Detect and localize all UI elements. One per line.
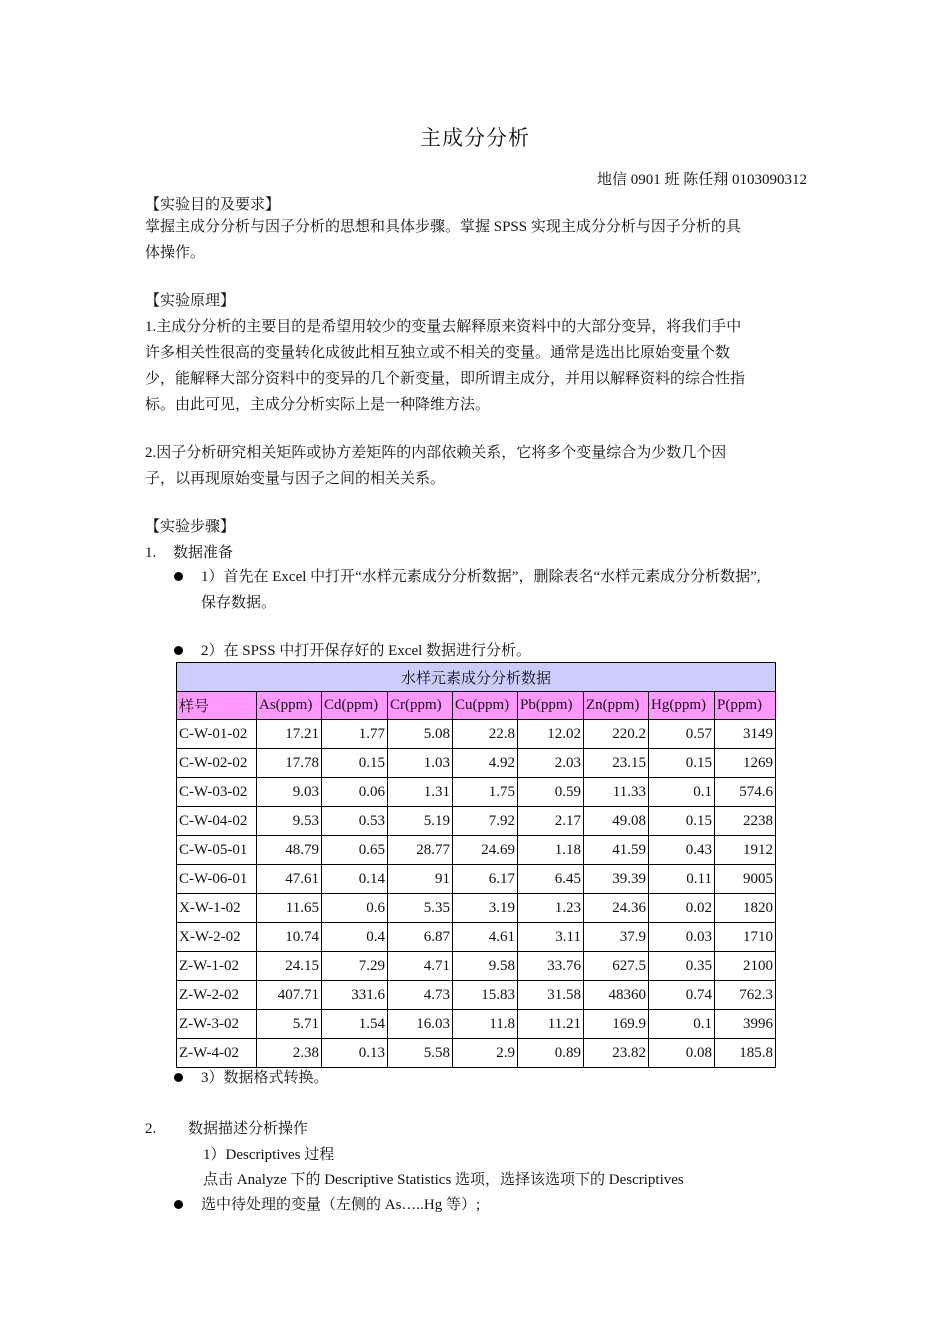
value-cell: 0.43 xyxy=(649,836,715,865)
value-cell: 48.79 xyxy=(257,836,322,865)
purpose-line: 体操作。 xyxy=(145,245,206,261)
value-cell: 220.2 xyxy=(584,720,649,749)
step1-number: 1. xyxy=(145,545,157,561)
value-cell: 1.31 xyxy=(388,778,453,807)
value-cell: 15.83 xyxy=(453,981,518,1010)
value-cell: 24.36 xyxy=(584,894,649,923)
sample-id-cell: Z-W-2-02 xyxy=(177,981,257,1010)
value-cell: 41.59 xyxy=(584,836,649,865)
value-cell: 0.14 xyxy=(322,865,388,894)
value-cell: 0.57 xyxy=(649,720,715,749)
value-cell: 47.61 xyxy=(257,865,322,894)
step1-bullet1-line1: 1）首先在 Excel 中打开“水样元素成分分析数据”，删除表名“水样元素成分分析数据”, xyxy=(201,569,761,585)
column-header: Cu(ppm) xyxy=(453,692,518,720)
value-cell: 5.71 xyxy=(257,1010,322,1039)
value-cell: 23.15 xyxy=(584,749,649,778)
principle1-line: 1.主成分分析的主要目的是希望用较少的变量去解释原来资料中的大部分变异，将我们手中 xyxy=(145,319,742,335)
value-cell: 4.61 xyxy=(453,923,518,952)
value-cell: 31.58 xyxy=(518,981,584,1010)
value-cell: 2.9 xyxy=(453,1039,518,1068)
author-line: 地信 0901 班 陈任翔 0103090312 xyxy=(596,172,807,188)
steps-heading: 【实验步骤】 xyxy=(145,519,236,535)
value-cell: 1710 xyxy=(715,923,776,952)
page-title: 主成分分析 xyxy=(420,126,530,150)
value-cell: 48360 xyxy=(584,981,649,1010)
table-row xyxy=(177,778,776,807)
value-cell: 1.03 xyxy=(388,749,453,778)
value-cell: 5.58 xyxy=(388,1039,453,1068)
value-cell: 0.35 xyxy=(649,952,715,981)
value-cell: 9.58 xyxy=(453,952,518,981)
value-cell: 16.03 xyxy=(388,1010,453,1039)
value-cell: 0.15 xyxy=(649,749,715,778)
value-cell: 33.76 xyxy=(518,952,584,981)
step1-title: 数据准备 xyxy=(173,545,234,561)
value-cell: 1.18 xyxy=(518,836,584,865)
value-cell: 1820 xyxy=(715,894,776,923)
column-header: Pb(ppm) xyxy=(518,692,584,720)
value-cell: 3.11 xyxy=(518,923,584,952)
step1-bullet2: 2）在 SPSS 中打开保存好的 Excel 数据进行分析。 xyxy=(201,643,532,659)
sample-id-cell: C-W-05-01 xyxy=(177,836,257,865)
table-row xyxy=(177,1039,776,1068)
value-cell: 0.1 xyxy=(649,778,715,807)
table-row xyxy=(177,894,776,923)
purpose-line: 掌握主成分分析与因子分析的思想和具体步骤。掌握 SPSS 实现主成分分析与因子分析的具 xyxy=(145,219,741,235)
value-cell: 2.38 xyxy=(257,1039,322,1068)
sample-id-cell: X-W-2-02 xyxy=(177,923,257,952)
principle2-line: 子，以再现原始变量与因子之间的相关关系。 xyxy=(145,471,446,487)
table-row xyxy=(177,807,776,836)
value-cell: 0.06 xyxy=(322,778,388,807)
value-cell: 1.23 xyxy=(518,894,584,923)
value-cell: 1912 xyxy=(715,836,776,865)
value-cell: 5.08 xyxy=(388,720,453,749)
principle2-line: 2.因子分析研究相关矩阵或协方差矩阵的内部依赖关系，它将多个变量综合为少数几个因 xyxy=(145,445,727,461)
value-cell: 24.15 xyxy=(257,952,322,981)
step2-subheading: 1）Descriptives 过程 xyxy=(203,1147,335,1163)
value-cell: 0.59 xyxy=(518,778,584,807)
value-cell: 0.03 xyxy=(649,923,715,952)
sample-id-cell: C-W-02-02 xyxy=(177,749,257,778)
column-header: Hg(ppm) xyxy=(649,692,715,720)
principle-heading: 【实验原理】 xyxy=(145,293,236,309)
value-cell: 10.74 xyxy=(257,923,322,952)
column-header: As(ppm) xyxy=(257,692,322,720)
value-cell: 37.9 xyxy=(584,923,649,952)
data-table xyxy=(176,662,776,1068)
value-cell: 1.77 xyxy=(322,720,388,749)
value-cell: 0.11 xyxy=(649,865,715,894)
value-cell: 1269 xyxy=(715,749,776,778)
value-cell: 22.8 xyxy=(453,720,518,749)
value-cell: 0.02 xyxy=(649,894,715,923)
table-row xyxy=(177,865,776,894)
value-cell: 4.73 xyxy=(388,981,453,1010)
value-cell: 49.08 xyxy=(584,807,649,836)
value-cell: 1.54 xyxy=(322,1010,388,1039)
value-cell: 574.6 xyxy=(715,778,776,807)
step2-number: 2. xyxy=(145,1121,157,1137)
value-cell: 0.74 xyxy=(649,981,715,1010)
value-cell: 17.21 xyxy=(257,720,322,749)
table-row xyxy=(177,923,776,952)
value-cell: 3149 xyxy=(715,720,776,749)
value-cell: 5.19 xyxy=(388,807,453,836)
value-cell: 407.71 xyxy=(257,981,322,1010)
table-header-row xyxy=(177,692,776,720)
principle1-line: 标。由此可见，主成分分析实际上是一种降维方法。 xyxy=(145,397,491,413)
value-cell: 3996 xyxy=(715,1010,776,1039)
principle1-line: 许多相关性很高的变量转化成彼此相互独立或不相关的变量。通常是选出比原始变量个数 xyxy=(145,345,731,361)
value-cell: 1.75 xyxy=(453,778,518,807)
value-cell: 6.17 xyxy=(453,865,518,894)
column-header: Cr(ppm) xyxy=(388,692,453,720)
column-header: Cd(ppm) xyxy=(322,692,388,720)
sample-id-cell: C-W-01-02 xyxy=(177,720,257,749)
value-cell: 762.3 xyxy=(715,981,776,1010)
sample-id-cell: Z-W-1-02 xyxy=(177,952,257,981)
sample-id-cell: Z-W-4-02 xyxy=(177,1039,257,1068)
value-cell: 7.29 xyxy=(322,952,388,981)
column-header: 样号 xyxy=(177,692,257,720)
table-row xyxy=(177,952,776,981)
sample-id-cell: C-W-06-01 xyxy=(177,865,257,894)
value-cell: 12.02 xyxy=(518,720,584,749)
value-cell: 11.33 xyxy=(584,778,649,807)
table-row xyxy=(177,1010,776,1039)
value-cell: 39.39 xyxy=(584,865,649,894)
value-cell: 0.13 xyxy=(322,1039,388,1068)
value-cell: 4.71 xyxy=(388,952,453,981)
bullet-icon xyxy=(174,1200,183,1209)
table-row xyxy=(177,981,776,1010)
value-cell: 0.1 xyxy=(649,1010,715,1039)
value-cell: 7.92 xyxy=(453,807,518,836)
step1-bullet1-line2: 保存数据。 xyxy=(201,595,277,611)
value-cell: 91 xyxy=(388,865,453,894)
value-cell: 0.4 xyxy=(322,923,388,952)
value-cell: 0.15 xyxy=(649,807,715,836)
value-cell: 9.53 xyxy=(257,807,322,836)
step2-text: 点击 Analyze 下的 Descriptive Statistics 选项，选择该选项下的 Descriptives xyxy=(203,1172,684,1188)
value-cell: 2100 xyxy=(715,952,776,981)
value-cell: 4.92 xyxy=(453,749,518,778)
step2-bullet: 选中待处理的变量（左侧的 As…..Hg 等）; xyxy=(201,1197,481,1213)
value-cell: 23.82 xyxy=(584,1039,649,1068)
value-cell: 3.19 xyxy=(453,894,518,923)
sample-id-cell: Z-W-3-02 xyxy=(177,1010,257,1039)
value-cell: 0.65 xyxy=(322,836,388,865)
step2-title: 数据描述分析操作 xyxy=(188,1121,309,1137)
sample-id-cell: C-W-03-02 xyxy=(177,778,257,807)
bullet-icon xyxy=(174,572,183,581)
bullet-icon xyxy=(174,646,183,655)
value-cell: 2.17 xyxy=(518,807,584,836)
column-header: Zn(ppm) xyxy=(584,692,649,720)
sample-id-cell: C-W-04-02 xyxy=(177,807,257,836)
value-cell: 17.78 xyxy=(257,749,322,778)
purpose-heading: 【实验目的及要求】 xyxy=(145,197,281,213)
value-cell: 6.87 xyxy=(388,923,453,952)
value-cell: 0.15 xyxy=(322,749,388,778)
value-cell: 331.6 xyxy=(322,981,388,1010)
value-cell: 28.77 xyxy=(388,836,453,865)
value-cell: 627.5 xyxy=(584,952,649,981)
value-cell: 11.65 xyxy=(257,894,322,923)
value-cell: 5.35 xyxy=(388,894,453,923)
value-cell: 2238 xyxy=(715,807,776,836)
sample-id-cell: X-W-1-02 xyxy=(177,894,257,923)
table-row xyxy=(177,720,776,749)
table-caption: 水样元素成分分析数据 xyxy=(177,663,776,692)
value-cell: 24.69 xyxy=(453,836,518,865)
value-cell: 185.8 xyxy=(715,1039,776,1068)
value-cell: 0.53 xyxy=(322,807,388,836)
column-header: P(ppm) xyxy=(715,692,776,720)
bullet-icon xyxy=(174,1073,183,1082)
value-cell: 2.03 xyxy=(518,749,584,778)
value-cell: 0.89 xyxy=(518,1039,584,1068)
table-row xyxy=(177,836,776,865)
step1-bullet3: 3）数据格式转换。 xyxy=(201,1070,329,1086)
value-cell: 0.08 xyxy=(649,1039,715,1068)
value-cell: 6.45 xyxy=(518,865,584,894)
value-cell: 0.6 xyxy=(322,894,388,923)
principle1-line: 少，能解释大部分资料中的变异的几个新变量，即所谓主成分，并用以解释资料的综合性指 xyxy=(145,371,746,387)
value-cell: 9005 xyxy=(715,865,776,894)
value-cell: 169.9 xyxy=(584,1010,649,1039)
table-row xyxy=(177,749,776,778)
value-cell: 9.03 xyxy=(257,778,322,807)
value-cell: 11.8 xyxy=(453,1010,518,1039)
value-cell: 11.21 xyxy=(518,1010,584,1039)
